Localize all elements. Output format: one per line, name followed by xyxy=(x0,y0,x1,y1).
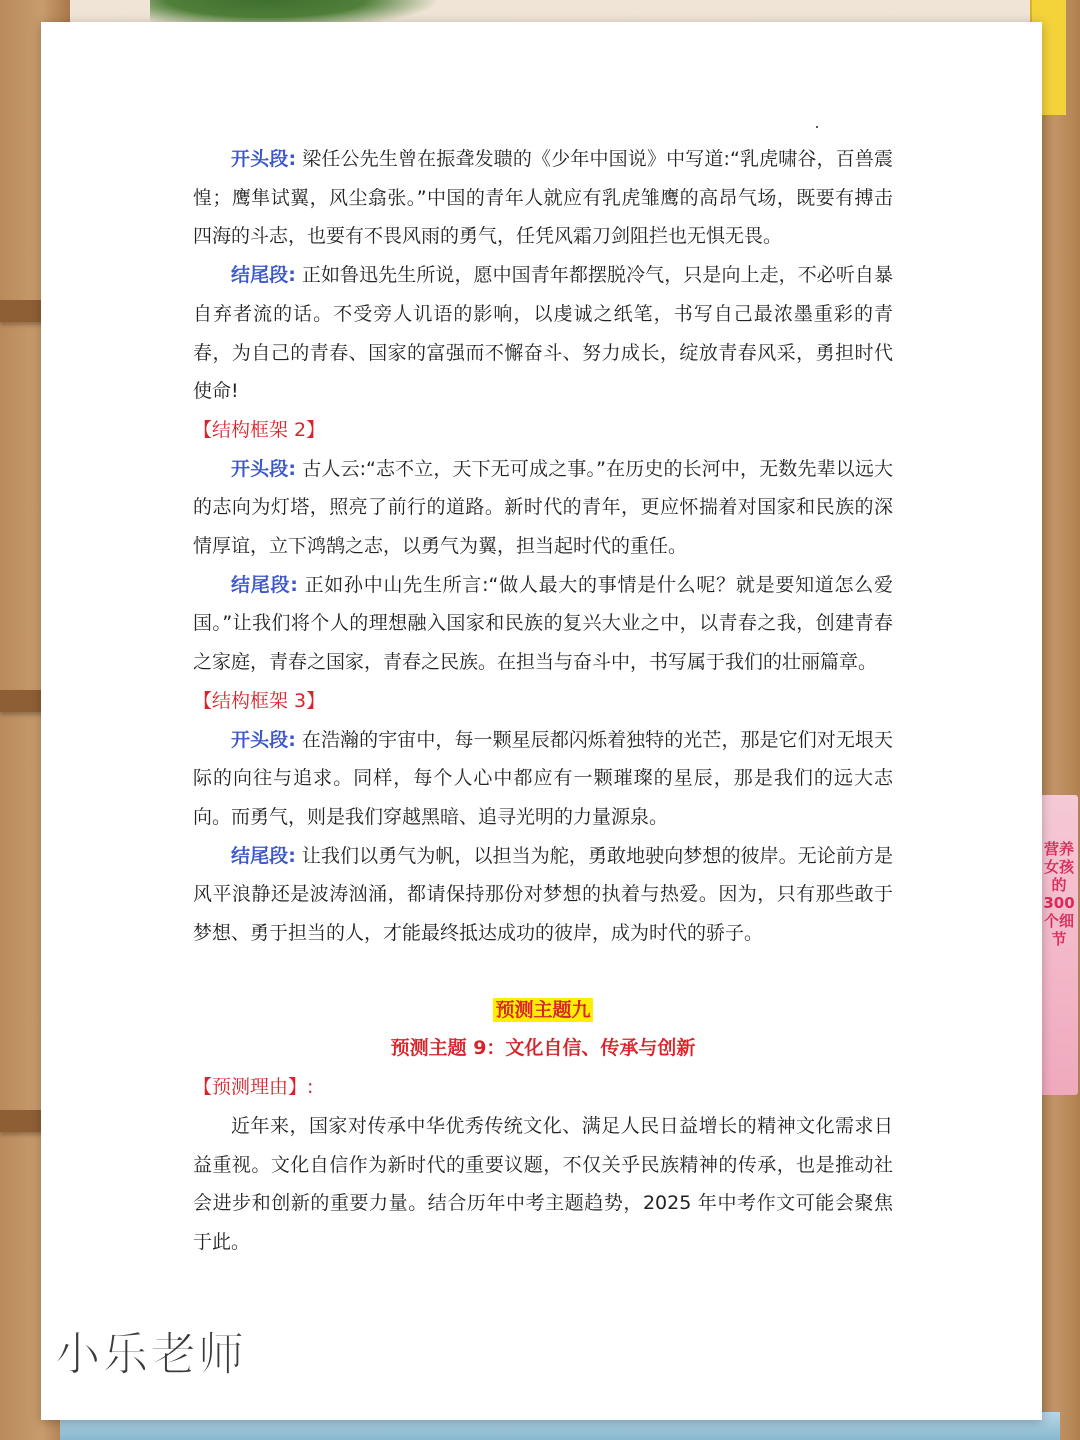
paragraph-text: 正如孙中山先生所言:“做人最大的事情是什么呢？就是要知道怎么爱国。”让我们将个人的理想融入国家和民族的复兴大业之中，以青春之我，创建青春之家庭，青春之国家，青春之民族。在担当与奋斗中，书写属于我们的壮丽篇章。 xyxy=(193,573,893,674)
paper-speck xyxy=(816,126,818,128)
spacer xyxy=(193,953,893,991)
watermark-author: 小乐老师 xyxy=(54,1327,246,1381)
topic-heading-text: 预测主题九 xyxy=(495,998,591,1021)
closing-label: 结尾段: xyxy=(231,264,296,287)
paragraph-text: 古人云:“志不立，天下无可成之事。”在历史的长河中，无数先辈以远大的志向为灯塔，照亮了前行的道路。新时代的青年，更应怀揣着对国家和民族的深情厚谊，立下鸿鹄之志，以勇气为翼，担当起时代的重任。 xyxy=(193,457,893,558)
paragraph-text: 在浩瀚的宇宙中，每一颗星辰都闪烁着独特的光芒，那是它们对无垠天际的向往与追求。同样，每个人心中都应有一颗璀璨的星辰，那是我们的远大志向。而勇气，则是我们穿越黑暗、追寻光明的力量源泉。 xyxy=(193,728,893,828)
framework2-closing xyxy=(193,566,893,682)
reason-heading xyxy=(193,1068,893,1107)
framework3-heading xyxy=(193,682,893,721)
framework-label: 【结构框架 3】 xyxy=(193,689,326,712)
paragraph-text: 正如鲁迅先生所说，愿中国青年都摆脱冷气，只是向上走，不必听自暴自弃者流的话。不受旁人讥语的影响，以虔诚之纸笔，书写自己最浓墨重彩的青春，为自己的青春、国家的富强而不懈奋斗、努力成长，绽放青春风采，勇担时代使命! xyxy=(193,264,893,403)
book-spine-text: 营养女孩的300个细节 xyxy=(1043,840,1075,948)
framework2-opening xyxy=(193,450,893,566)
framework-label: 【结构框架 2】 xyxy=(193,418,326,441)
closing-label: 结尾段: xyxy=(231,573,298,596)
reason-label: 【预测理由】: xyxy=(193,1076,314,1099)
closing-label: 结尾段: xyxy=(231,844,296,867)
paragraph-text: 让我们以勇气为帆，以担当为舵，勇敢地驶向梦想的彼岸。无论前方是风平浪静还是波涛汹涌，都请保持那份对梦想的执着与热爱。因为，只有那些敢于梦想、勇于担当的人，才能最终抵达成功的彼岸，成为时代的骄子。 xyxy=(193,844,893,945)
opening-label: 开头段: xyxy=(231,457,297,480)
framework1-opening xyxy=(193,140,893,256)
framework1-closing xyxy=(193,256,893,411)
opening-label: 开头段: xyxy=(231,148,297,170)
framework3-closing xyxy=(193,837,893,953)
topic-heading xyxy=(193,991,893,1030)
opening-label: 开头段: xyxy=(231,728,296,751)
framework2-heading xyxy=(193,411,893,450)
framework3-opening xyxy=(193,721,893,837)
document-content xyxy=(193,140,893,1262)
paragraph-text: 梁任公先生曾在振聋发聩的《少年中国说》中写道:“乳虎啸谷，百兽震惶；鹰隼试翼，风尘翕张。”中国的青年人就应有乳虎雏鹰的高昂气场，既要有搏击四海的斗志，也要有不畏风雨的勇气，任凭风霜刀剑阻拦也无惧无畏。 xyxy=(193,148,893,248)
topic-subtitle: 预测主题 9：文化自信、传承与创新 xyxy=(390,1037,696,1060)
reason-paragraph: 近年来，国家对传承中华优秀传统文化、满足人民日益增长的精神文化需求日益重视。文化自信作为新时代的重要议题，不仅关乎民族精神的传承，也是推动社会进步和创新的重要力量。结合历年中考主题趋势，2025 年中考作文可能会聚焦于此。 xyxy=(193,1114,893,1253)
